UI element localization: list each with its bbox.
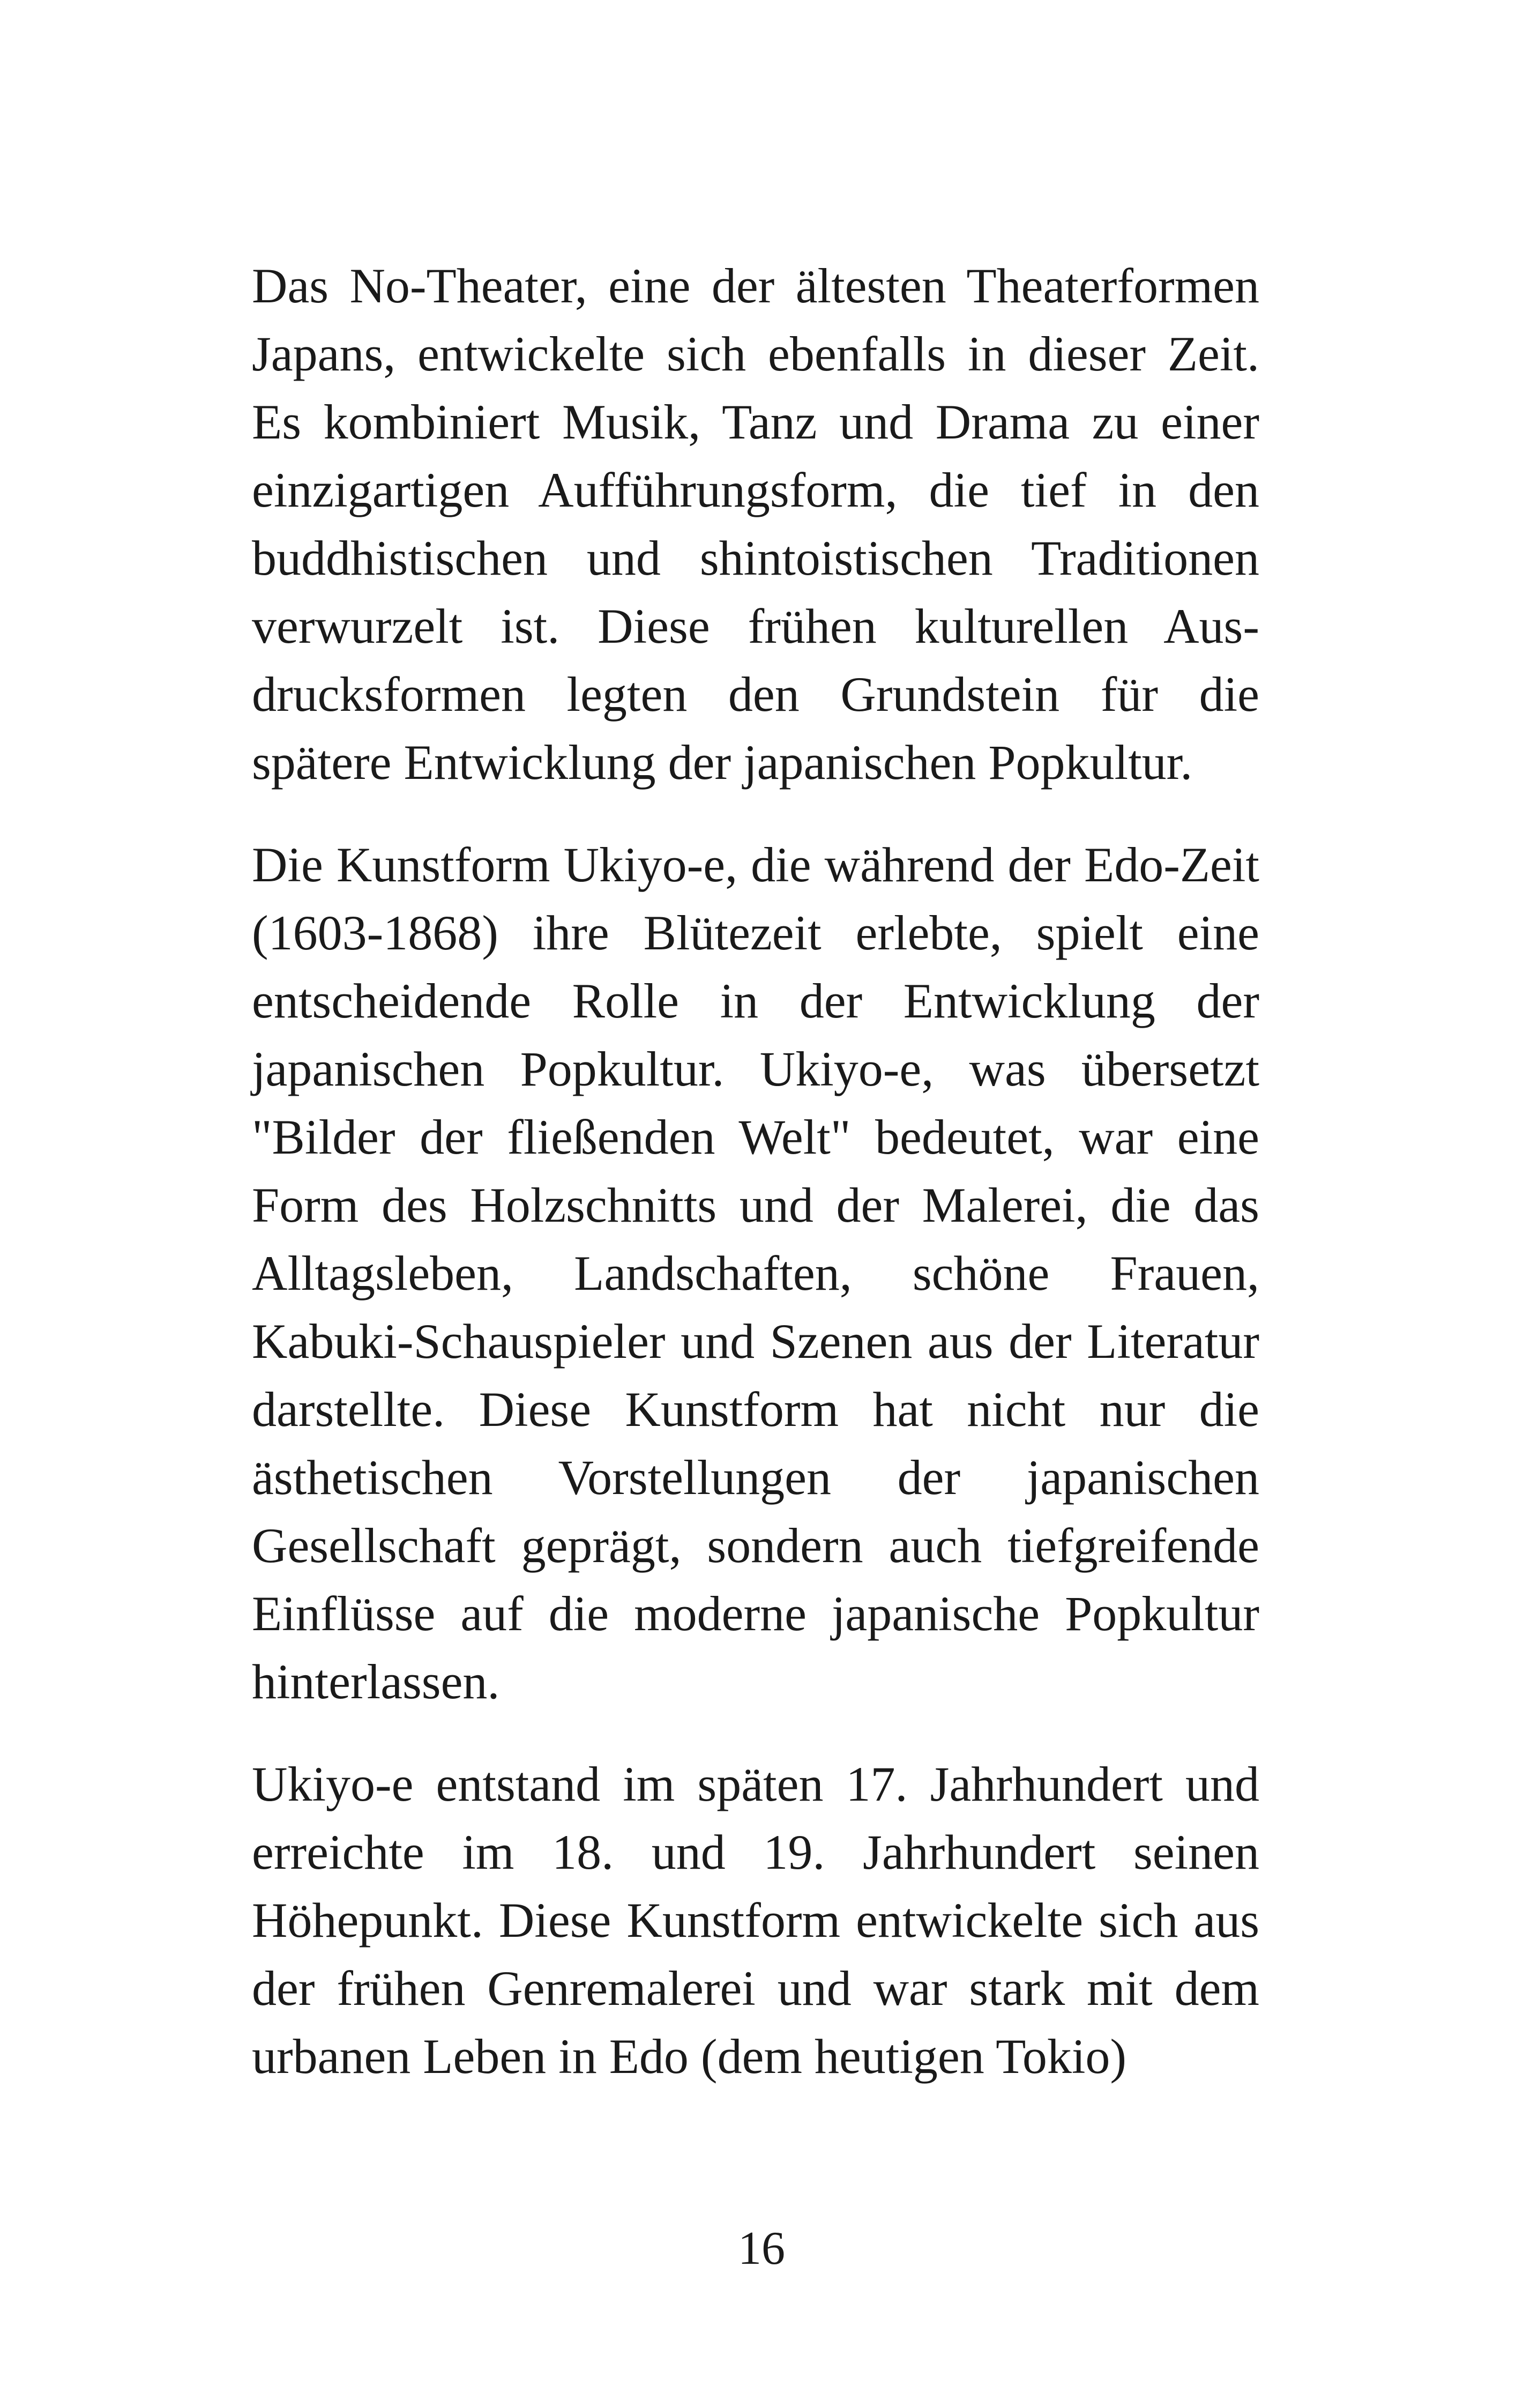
paragraph-no-theater: Das No-Theater, eine der ältesten Theaterformen Japans, entwickelte sich ebenfalls in dieser Zeit. Es kombiniert Musik, Tanz und Drama zu einer einzigartigen Aufführungsform, die tief in den buddhistischen und shintoistischen Traditionen verwurzelt ist. Diese frühen kulturellen Ausdrucksformen legten den Grundstein für die spätere Entwicklung der japanischen Popkultur. <box>252 258 1259 790</box>
paragraph-ukiyo-e-intro: Die Kunstform Ukiyo-e, die während der Edo-Zeit (1603-1868) ihre Blütezeit erlebte, spielt eine entscheidende Rolle in der Entwicklung der japanischen Popkultur. Ukiyo-e, was übersetzt "Bilder der fließenden Welt" bedeutet, war eine Form des Holzschnitts und der Malerei, die das Alltagsleben, Landschaften, schöne Frauen, Kabuki-Schauspieler und Szenen aus der Literatur darstellte. Diese Kunstform hat nicht nur die ästhetischen Vorstellungen der japanischen Gesellschaft geprägt, sondern auch tiefgreifende Einflüsse auf die moderne japanische Popkultur hinterlassen. <box>252 837 1259 1709</box>
body-text <box>252 252 1259 2091</box>
page-number: 16 <box>738 2223 785 2275</box>
paragraph-ukiyo-e-history: Ukiyo-e entstand im späten 17. Jahrhundert und erreichte im 18. und 19. Jahrhundert seinen Höhepunkt. Diese Kunstform entwickelte sich aus der frühen Genremalerei und war stark mit dem urbanen Leben in Edo (dem heutigen Tokio) <box>252 1757 1259 2084</box>
